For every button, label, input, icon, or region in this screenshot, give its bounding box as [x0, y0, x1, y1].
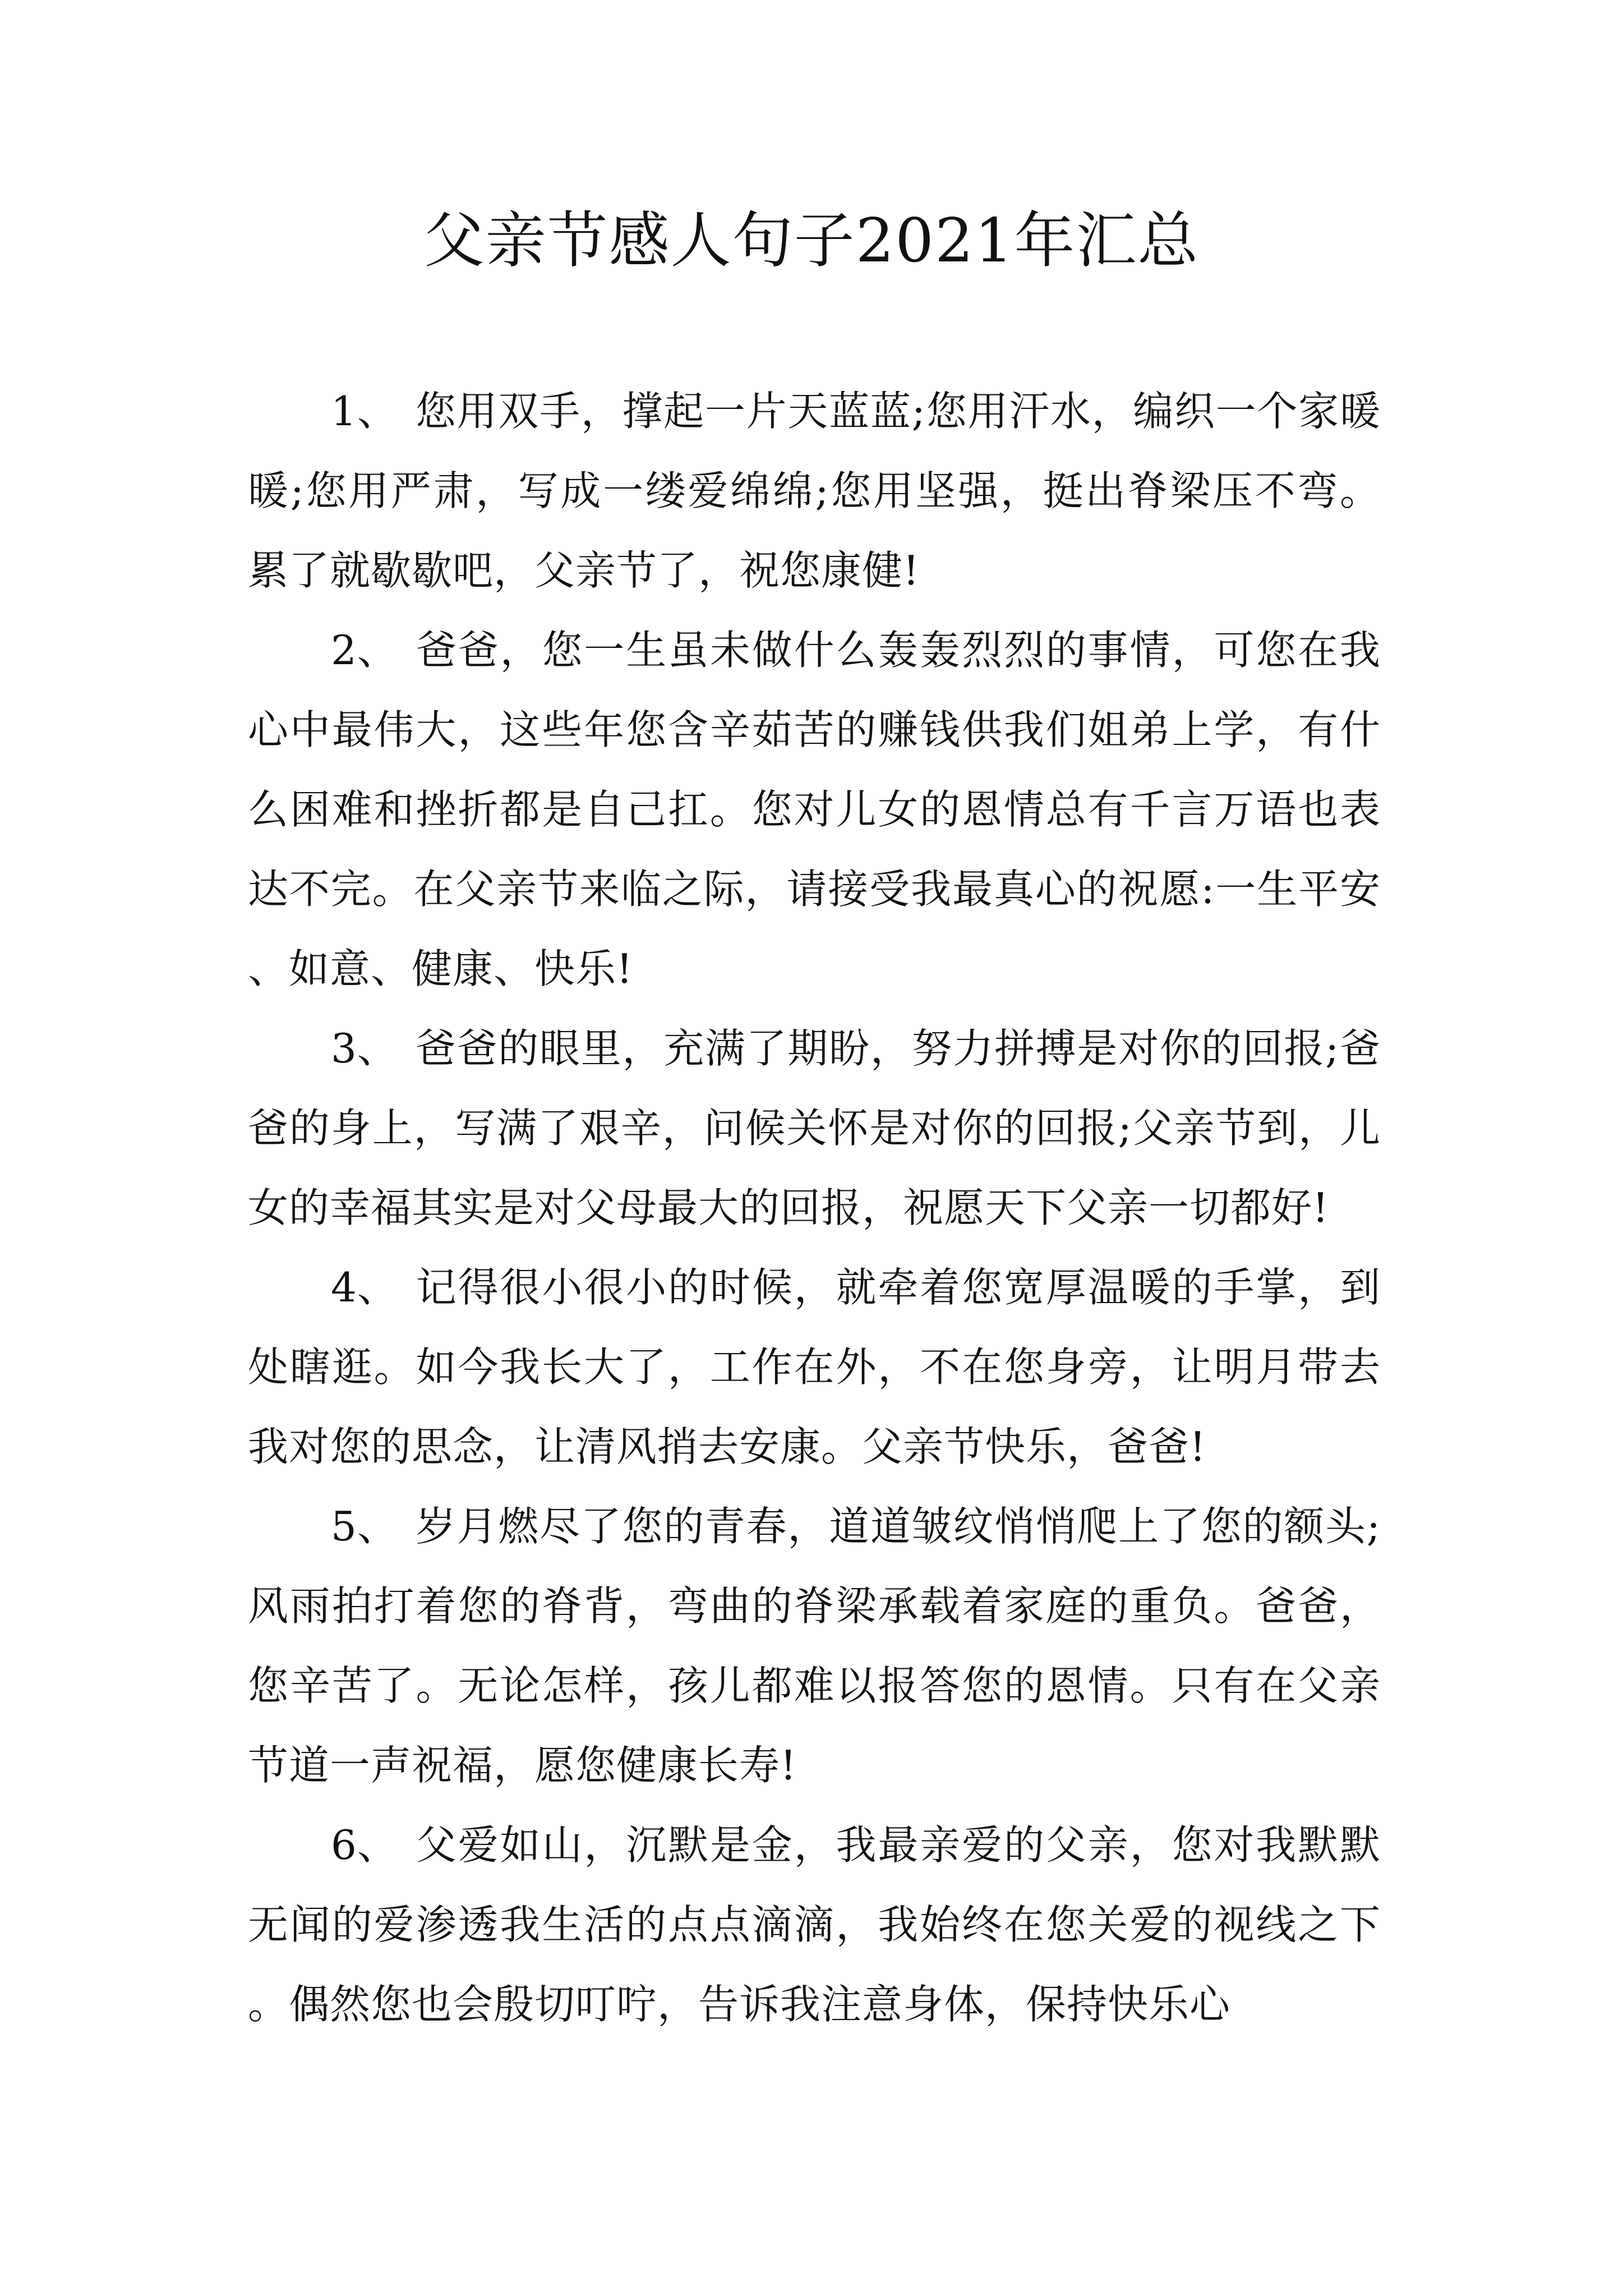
document-body — [248, 371, 1381, 2044]
paragraph-4 — [248, 1248, 1381, 1487]
paragraph-text: 岁月燃尽了您的青春，道道皱纹悄悄爬上了您的额头;风雨拍打着您的脊背，弯曲的脊梁承载着家庭的重负。爸爸，您辛苦了。无论怎样，孩儿都难以报答您的恩情。只有在父亲节道一声祝福，愿您健康长寿! — [248, 1503, 1381, 1789]
paragraph-2 — [248, 610, 1381, 1009]
paragraph-text: 爸爸的眼里，充满了期盼，努力拼搏是对你的回报;爸爸的身上，写满了艰辛，问候关怀是对你的回报;父亲节到，儿女的幸福其实是对父母最大的回报，祝愿天下父亲一切都好! — [248, 1025, 1381, 1231]
paragraph-text: 爸爸，您一生虽未做什么轰轰烈烈的事情，可您在我心中最伟大，这些年您含辛茹苦的赚钱供我们姐弟上学，有什么困难和挫折都是自己扛。您对儿女的恩情总有千言万语也表达不完。在父亲节来临之际，请接受我最真心的祝愿:一生平安、如意、健康、快乐! — [248, 627, 1381, 992]
paragraph-text: 记得很小很小的时候，就牵着您宽厚温暖的手掌，到处瞎逛。如今我长大了，工作在外，不在您身旁，让明月带去我对您的思念，让清风捎去安康。父亲节快乐，爸爸! — [248, 1264, 1381, 1470]
paragraph-6 — [248, 1805, 1381, 2044]
paragraph-number: 5、 — [331, 1503, 398, 1550]
paragraph-5 — [248, 1487, 1381, 1805]
paragraph-text: 父爱如山，沉默是金，我最亲爱的父亲，您对我默默无闻的爱渗透我生活的点点滴滴，我始终在您关爱的视线之下。偶然您也会殷切叮咛，告诉我注意身体，保持快乐心 — [248, 1821, 1381, 2028]
document-title: 父亲节感人句子2021年汇总 — [423, 206, 1200, 276]
paragraph-number: 1、 — [331, 388, 398, 435]
paragraph-text: 您用双手，撑起一片天蓝蓝;您用汗水，编织一个家暖暖;您用严肃，写成一缕爱绵绵;您用坚强，挺出脊梁压不弯。累了就歇歇吧，父亲节了，祝您康健! — [248, 388, 1381, 594]
paragraph-number: 4、 — [331, 1264, 398, 1311]
paragraph-number: 3、 — [331, 1025, 398, 1072]
paragraph-3 — [248, 1009, 1381, 1248]
paragraph-number: 6、 — [331, 1821, 398, 1869]
paragraph-number: 2、 — [331, 627, 398, 674]
paragraph-1 — [248, 371, 1381, 610]
